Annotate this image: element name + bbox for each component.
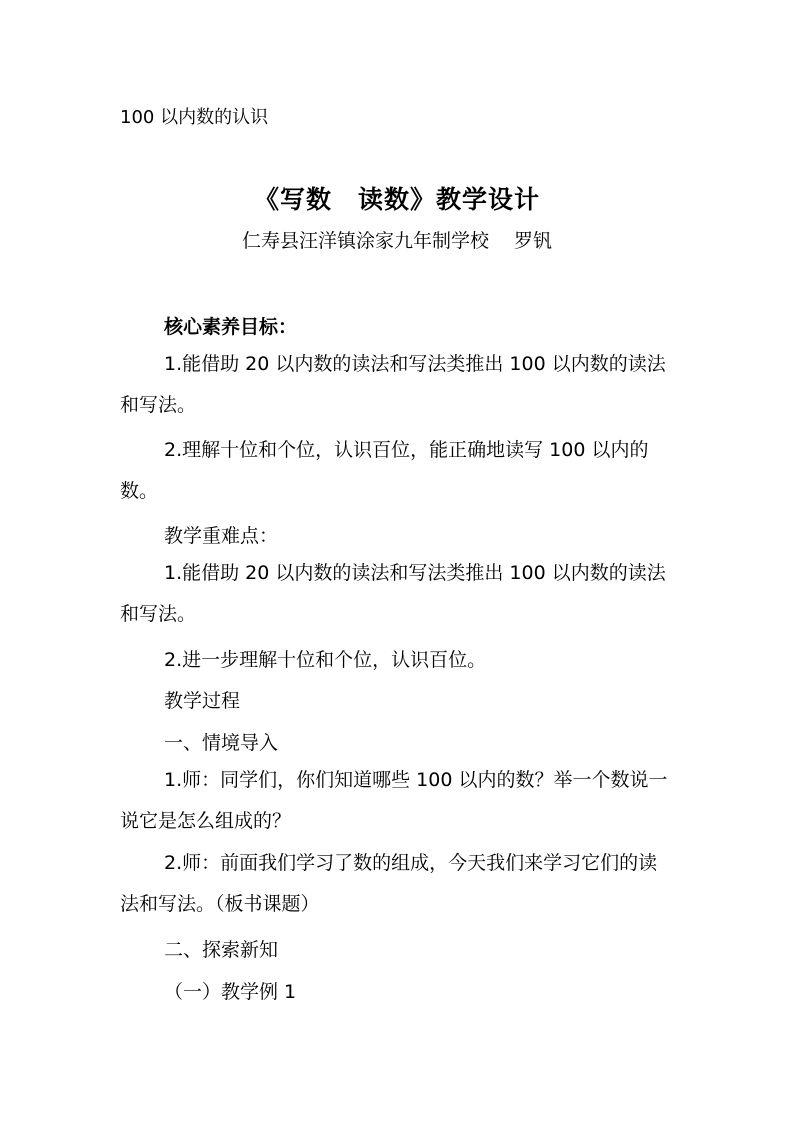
process-heading: 教学过程 [164, 690, 241, 712]
page-title: 《写数 读数》教学设计 [253, 185, 540, 214]
key-points-heading: 教学重难点： [164, 525, 279, 547]
core-goal-item: 1.能借助 20 以内数的读法和写法类推出 100 以内数的读法和写法。 [120, 353, 666, 416]
key-point-item: 2.进一步理解十位和个位，认识百位。 [164, 649, 487, 671]
key-point-item: 1.能借助 20 以内数的读法和写法类推出 100 以内数的读法和写法。 [120, 562, 666, 625]
intro-item: 2.师：前面我们学习了数的组成，今天我们来学习它们的读法和写法。（板书课题） [120, 852, 658, 915]
core-goals-heading: 核心素养目标： [164, 316, 298, 338]
section-heading-intro: 一、情境导入 [164, 732, 279, 754]
subsection-heading-example1: （一）教学例 1 [164, 981, 297, 1003]
section-heading-explore: 二、探索新知 [164, 939, 279, 961]
core-goal-item: 2.理解十位和个位，认识百位，能正确地读写 100 以内的数。 [120, 439, 649, 502]
unit-title: 100 以内数的认识 [120, 107, 269, 128]
author-byline: 仁寿县汪洋镇涂家九年制学校 罗钒 [241, 230, 553, 252]
intro-item: 1.师：同学们，你们知道哪些 100 以内的数？举一个数说一说它是怎么组成的？ [120, 769, 668, 832]
